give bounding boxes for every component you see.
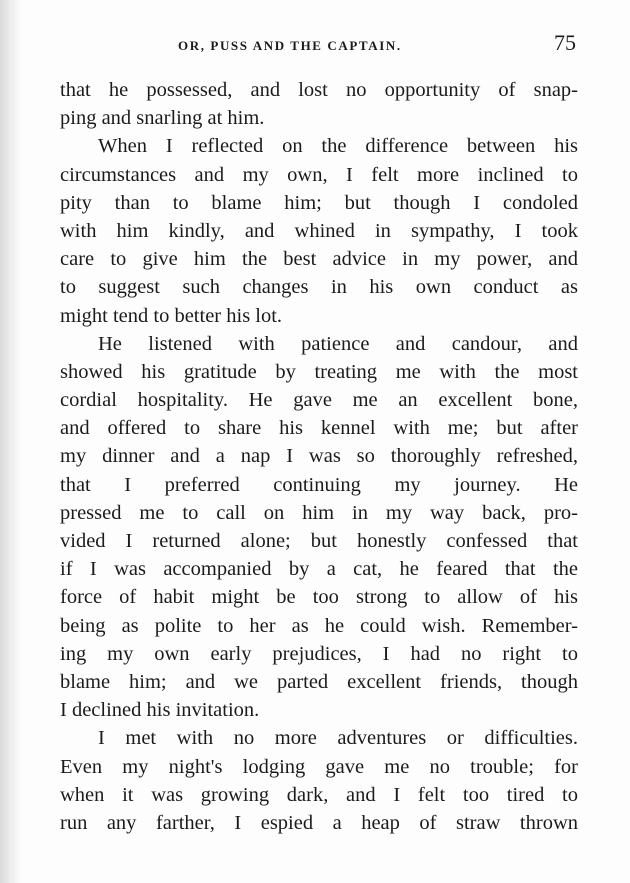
text-line: I met with no more adventures or difficulties. (98, 727, 578, 750)
text-line: I declined his invitation. (60, 699, 260, 722)
scan-edge-shadow (0, 0, 22, 883)
text-line: to suggest such changes in his own conduct as (60, 276, 578, 299)
text-line: that he possessed, and lost no opportunity of snap- (60, 79, 578, 101)
text-line: care to give him the best advice in my power, and (60, 248, 578, 271)
text-line: Even my night's lodging gave me no trouble; for (60, 755, 578, 778)
text-line: that I preferred continuing my journey. He (60, 473, 578, 496)
page-header (60, 28, 578, 64)
text-line: might tend to better his lot. (60, 304, 283, 327)
text-line: vided I returned alone; but honestly confessed that (60, 530, 578, 552)
text-line: showed his gratitude by treating me with the most (60, 360, 578, 383)
running-title: OR, PUSS AND THE CAPTAIN. (178, 38, 402, 53)
text-line: run any farther, I espied a heap of straw thrown (60, 811, 578, 834)
body-text (60, 76, 578, 837)
page-number: 75 (554, 30, 576, 55)
text-line: if I was accompanied by a cat, he feared that the (60, 558, 578, 581)
text-line: force of habit might be too strong to allow of his (60, 586, 578, 609)
text-line: with him kindly, and whined in sympathy, I took (60, 219, 578, 242)
text-line: my dinner and a nap I was so thoroughly refreshed, (60, 445, 578, 468)
text-line: blame him; and we parted excellent friends, though (60, 670, 578, 693)
text-line: ping and snarling at him. (60, 107, 265, 130)
text-line: pity than to blame him; but though I condoled (60, 191, 578, 214)
text-line: pressed me to call on him in my way back, pro- (60, 501, 578, 524)
text-line: He listened with patience and candour, and (98, 332, 578, 355)
text-line: when it was growing dark, and I felt too tired to (60, 783, 578, 806)
text-line: ing my own early prejudices, I had no right to (60, 642, 578, 665)
text-line: When I reflected on the difference between his (98, 135, 578, 158)
text-line: cordial hospitality. He gave me an excellent bone, (60, 389, 578, 412)
text-line: and offered to share his kennel with me; but after (60, 417, 578, 440)
text-line: being as polite to her as he could wish. Remember- (60, 614, 578, 637)
text-line: circumstances and my own, I felt more inclined to (60, 163, 578, 186)
